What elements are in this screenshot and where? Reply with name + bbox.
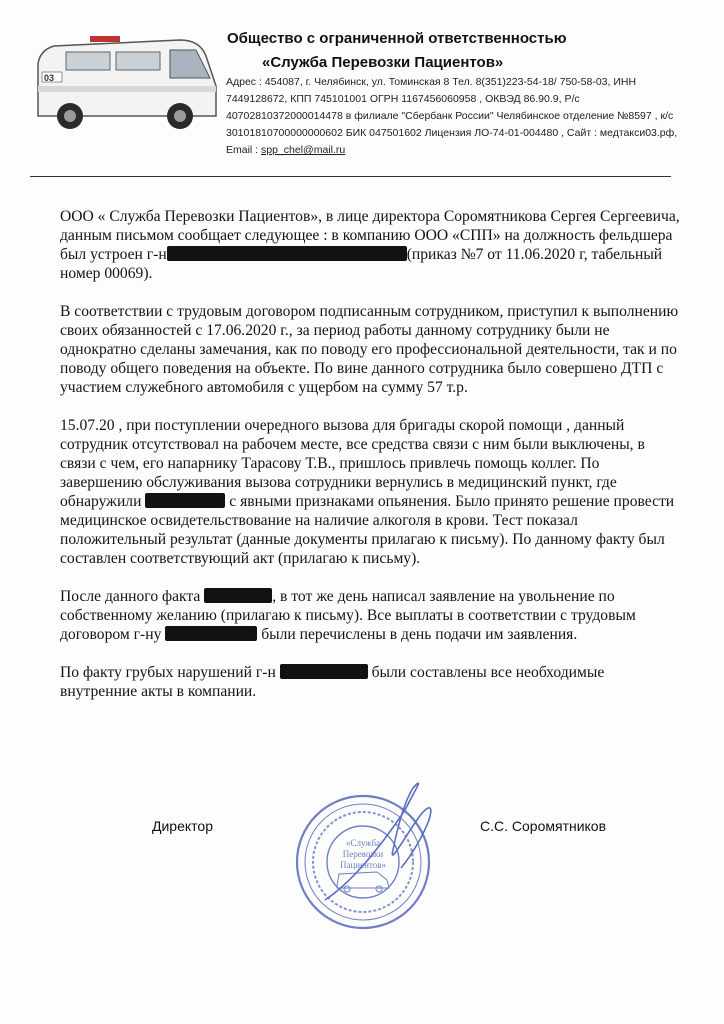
paragraph-1-text-a: ООО « Служба Перевозки Пациентов», в лице директора Соромятникова Сергея Сергеевича, данным письмом сообщает следующее : в компанию ООО «СПП» на должность фельдшера был устроен г-н	[60, 208, 680, 263]
org-requisites	[226, 74, 688, 159]
org-form-heading: Общество с ограниченной ответственностью	[227, 30, 567, 47]
paragraph-4-text-a: После данного факта	[60, 588, 201, 605]
seal-center-line2: Перевозки	[342, 849, 384, 859]
paragraph-3-text-b: с явными признаками опьянения. Было принято решение провести медицинское освидетельствование на наличие алкоголя в крови. Тест показал положительный результат (данные документы прилагаю к письму). По данному факту был составлен соответствующий акт (прилагаю к письму).	[60, 493, 675, 567]
redacted-name	[167, 246, 407, 261]
org-requisites-text: Адрес : 454087, г. Челябинск, ул. Томинская 8 Тел. 8(351)223-54-18/ 750-58-03, ИНН 7449128672, КПП 745101001 ОГРН 1167456060958 , ОКВЭД 86.90.9, Р/с 40702810372000014478 в филиале "Сбербанк России" Челябинское отделение №8597 , к/с 30101810700000000602 БИК 047501602 Лицензия ЛО-74-01-004480 , Сайт : медтакси03.рф, Email :	[226, 76, 678, 156]
paragraph-3	[60, 416, 684, 568]
paragraph-4-text-b: , в тот же день написал заявление на увольнение по собственному желанию (прилагаю к письму). Все выплаты в соответствии с трудовым договором г-ну	[60, 588, 636, 643]
org-name-heading: «Служба Перевозки Пациентов»	[262, 54, 504, 71]
redacted-name	[165, 626, 257, 641]
paragraph-5-text-a: По факту грубых нарушений г-н	[60, 664, 276, 681]
paragraph-4	[60, 587, 684, 644]
signatory-title: Директор	[152, 818, 213, 834]
org-email-link[interactable]: spp_chel@mail.ru	[261, 144, 346, 156]
paragraph-2: В соответствии с трудовым договором подписанным сотрудником, приступил к выполнению своих обязанностей с 17.06.2020 г., за период работы данному сотруднику были не однократно сделаны замечания, как по поводу его профессиональной деятельности, так и по поводу общего поведения на объекте. По вине данного сотрудника было совершено ДТП с участием служебного автомобиля с ущербом на сумму 57 т.р.	[60, 303, 679, 396]
paragraph-5-text-b: были составлены все необходимые внутренние акты в компании.	[60, 664, 605, 700]
redacted-name	[145, 493, 225, 508]
paragraph-1	[60, 207, 684, 283]
paragraph-5	[60, 663, 684, 701]
header-divider	[30, 176, 671, 177]
signatory-name: С.С. Соромятников	[480, 818, 607, 834]
seal-van-drawing	[337, 872, 389, 892]
seal-center-line3: Пациентов»	[339, 860, 387, 870]
paragraph-4-text-c: были перечислены в день подачи им заявления.	[261, 626, 578, 643]
letter-body	[60, 207, 684, 720]
signature-block	[0, 790, 724, 990]
paragraph-1-text-b: (приказ №7 от 11.06.2020 г, табельный номер 00069).	[60, 246, 663, 282]
letterhead	[0, 0, 724, 180]
van-number-text: 03	[44, 73, 55, 83]
ambulance-van-logo	[30, 28, 220, 132]
company-seal-stamp	[285, 770, 455, 940]
seal-center-line1: «Служба	[345, 838, 381, 848]
redacted-name	[280, 664, 368, 679]
paragraph-3-text-a: 15.07.20 , при поступлении очередного вызова для бригады скорой помощи , данный сотрудник отсутствовал на рабочем месте, все средства связи с ним были выключены, в связи с чем, его напарнику Тарасову Т.В., пришлось привлечь помощь коллег. По завершению обслуживания вызова сотрудники вернулись в медицинский пункт, где обнаружили	[60, 417, 645, 510]
redacted-name	[204, 588, 272, 603]
van-body	[38, 36, 216, 129]
